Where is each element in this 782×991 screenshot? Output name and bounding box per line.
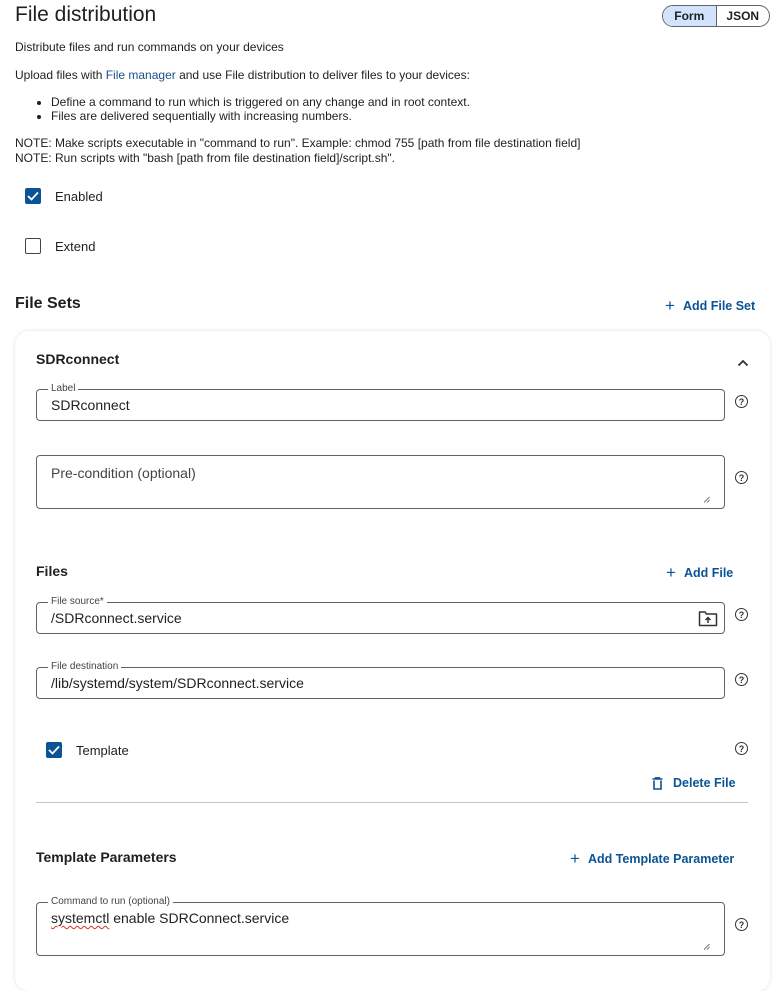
feature-list: [15, 95, 470, 123]
file-source-help-icon[interactable]: ?: [735, 608, 748, 621]
extend-checkbox[interactable]: [25, 238, 41, 254]
template-label: Template: [76, 742, 129, 758]
command-textarea[interactable]: [36, 896, 725, 956]
check-icon: [48, 745, 60, 755]
plus-icon: +: [666, 563, 676, 582]
notes: [15, 136, 580, 166]
template-option[interactable]: [46, 742, 129, 758]
feature-item: • Files are delivered sequentially with increasing numbers.: [51, 109, 470, 123]
trash-icon: [652, 777, 663, 790]
label-help-icon[interactable]: ?: [735, 395, 748, 408]
form-view-button[interactable]: Form: [663, 6, 717, 26]
precondition-placeholder: Pre-condition (optional): [51, 465, 196, 481]
view-toggle: [662, 5, 770, 27]
delete-file-button[interactable]: [652, 776, 736, 790]
template-parameters-title: Template Parameters: [36, 849, 177, 865]
add-file-set-label: Add File Set: [682, 298, 756, 313]
label-field-value: SDRconnect: [51, 397, 130, 413]
add-file-set-button[interactable]: [665, 297, 755, 314]
command-label: Command to run (optional): [48, 896, 173, 908]
extend-option[interactable]: [25, 238, 95, 254]
label-field[interactable]: [36, 383, 725, 421]
command-value: [51, 910, 289, 926]
add-template-parameter-button[interactable]: [570, 850, 734, 867]
check-icon: [27, 191, 39, 201]
upload-prefix: Upload files with: [15, 68, 106, 82]
file-set-card: [15, 331, 770, 991]
command-misspelled-word: systemctl: [51, 910, 110, 926]
divider: [36, 802, 748, 803]
file-set-name: SDRconnect: [36, 351, 120, 367]
file-manager-link[interactable]: File manager: [105, 68, 176, 82]
upload-description: [15, 68, 470, 82]
plus-icon: +: [665, 296, 675, 315]
command-help-icon[interactable]: ?: [735, 918, 748, 931]
label-field-label: Label: [48, 383, 78, 395]
add-file-label: Add File: [683, 565, 734, 580]
precondition-help-icon[interactable]: ?: [735, 471, 748, 484]
add-template-parameter-label: Add Template Parameter: [587, 851, 735, 866]
resize-handle-icon[interactable]: [703, 496, 710, 503]
file-source-label: File source*: [48, 596, 107, 608]
file-sets-title: File Sets: [15, 295, 81, 312]
page-title: File distribution: [15, 3, 157, 26]
chevron-up-icon: [737, 359, 749, 367]
json-view-button[interactable]: JSON: [726, 9, 760, 23]
feature-item: • Define a command to run which is triggered on any change and in root context.: [51, 95, 470, 109]
file-destination-value: /lib/systemd/system/SDRconnect.service: [51, 675, 304, 691]
extend-label: Extend: [55, 238, 96, 254]
page-subtitle: Distribute files and run commands on your devices: [15, 40, 284, 54]
plus-icon: +: [570, 849, 580, 868]
note-bash: NOTE: Run scripts with "bash [path from file destination field]/script.sh".: [15, 151, 396, 165]
file-source-value: /SDRconnect.service: [51, 610, 182, 626]
file-source-field[interactable]: [36, 596, 725, 634]
file-destination-help-icon[interactable]: ?: [735, 673, 748, 686]
enabled-label: Enabled: [55, 188, 103, 204]
file-destination-field[interactable]: [36, 661, 725, 699]
add-file-button[interactable]: [666, 564, 733, 581]
delete-file-label: Delete File: [673, 776, 736, 790]
template-checkbox[interactable]: [46, 742, 62, 758]
enabled-option[interactable]: [25, 188, 103, 204]
enabled-checkbox[interactable]: [25, 188, 41, 204]
command-rest: enable SDRConnect.service: [109, 910, 290, 926]
resize-handle-icon[interactable]: [703, 943, 710, 950]
precondition-textarea[interactable]: [36, 455, 725, 509]
note-chmod: NOTE: Make scripts executable in "command to run". Example: chmod 755 [path from file destination field]: [15, 136, 581, 150]
template-help-icon[interactable]: ?: [735, 742, 748, 755]
collapse-button[interactable]: [737, 354, 749, 372]
upload-suffix: and use File distribution to deliver files to your devices:: [175, 68, 470, 82]
file-destination-label: File destination: [48, 661, 121, 673]
upload-folder-icon[interactable]: [698, 610, 718, 627]
files-title: Files: [36, 563, 68, 579]
